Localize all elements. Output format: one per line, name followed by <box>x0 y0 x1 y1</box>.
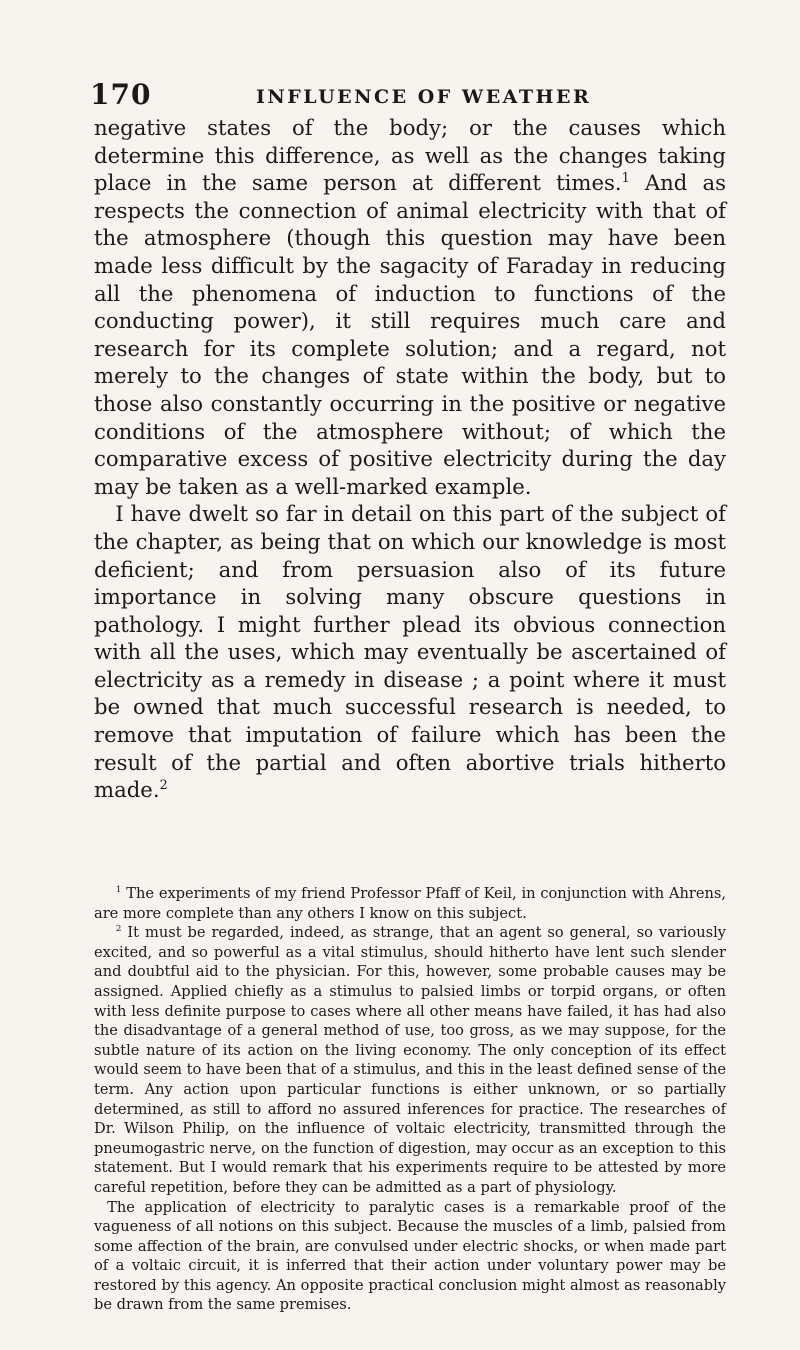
running-title: INFLUENCE OF WEATHER <box>256 86 592 108</box>
footnote-ref-1: 1 <box>621 170 630 186</box>
footnote-2-mark: 2 <box>115 924 122 935</box>
footnote-2-continued: The application of electricity to paralytic cases is a remarkable proof of the vagueness of all notions on this subject. Because the muscles of a limb, palsied from some affection of the brain, are convulsed under electric shocks, or when made part of a voltaic circuit, it is inferred that their action under voluntary power may be restored by this agency. An opposite practical conclusion might almost as reasonably be drawn from the same premises. <box>94 1198 726 1314</box>
page-header <box>90 78 740 118</box>
paragraph-1-part-a: negative states of the body; or the causes which determine this difference, as well as the changes taking place in the same person at different times. <box>94 115 726 196</box>
footnote-1-mark: 1 <box>115 885 122 896</box>
main-text <box>94 114 726 804</box>
paragraph-1-part-b: And as respects the connection of animal electricity with that of the atmosphere (though this question may have been made less difficult by the sagacity of Faraday in reducing all the phenomena of induction to functions of the conducting power), it still requires much care and research for its complete solution; and a regard, not merely to the changes of state within the body, but to those also constantly occurring in the positive or negative conditions of the atmosphere without; of which the comparative excess of positive electricity during the day may be taken as a well-marked example. <box>94 170 726 499</box>
footnote-1-text: The experiments of my friend Professor Pfaff of Keil, in conjunction with Ahrens, are more complete than any others I know on this subject. <box>94 885 726 922</box>
paragraph-1 <box>94 114 726 500</box>
footnote-2 <box>94 923 726 1197</box>
footnote-2-text: It must be regarded, indeed, as strange, that an agent so general, so variously excited, and so powerful as a vital stimulus, should hitherto have lent such slender and doubtful aid to the physician. For this, however, some probable causes may be assigned. Applied chiefly as a stimulus to palsied limbs or torpid organs, or often with less definite purpose to cases where all other means have failed, it has had also the disadvantage of a general method of use, too gross, as we may suppose, for the subtle nature of its action on the living economy. The only conception of its effect would seem to have been that of a stimulus, and this in the least defined sense of the term. Any action upon particular functions is either unknown, or so partially determined, as still to afford no assured inferences for practice. The researches of Dr. Wilson Philip, on the influence of voltaic electricity, transmitted through the pneumogastric nerve, on the function of digestion, may occur as an exception to this statement. But I would remark that his experiments require to be attested by more careful repetition, before they can be admitted as a part of physiology. <box>94 924 726 1196</box>
footnote-1 <box>94 884 726 923</box>
paragraph-2 <box>94 500 726 804</box>
footnote-ref-2: 2 <box>159 777 168 793</box>
paragraph-2-text: I have dwelt so far in detail on this part of the subject of the chapter, as being that on which our knowledge is most deficient; and from persuasion also of its future importance in solving many obscure questions in pathology. I might further plead its obvious connection with all the uses, which may eventually be ascertained of electricity as a remedy in disease ; a point where it must be owned that much successful research is needed, to remove that imputation of failure which has been the result of the partial and often abortive trials hitherto made. <box>94 501 726 803</box>
footnotes <box>94 884 726 1315</box>
page-number: 170 <box>90 78 152 111</box>
